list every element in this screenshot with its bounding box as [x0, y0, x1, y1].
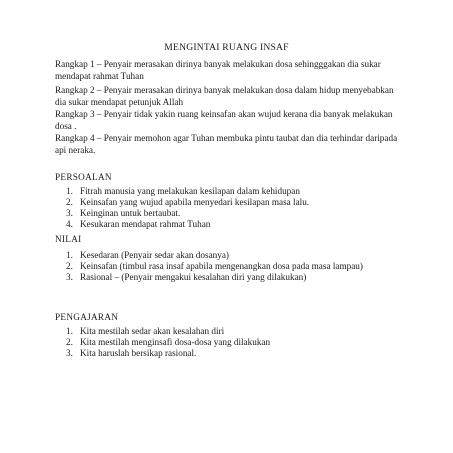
list-item-text: Fitrah manusia yang melakukan kesilapan dalam kehidupan: [80, 186, 300, 196]
list-number: 1.: [66, 250, 73, 260]
list-number: 2.: [66, 261, 73, 271]
list-item-text: Kita haruslah bersikap rasional.: [80, 348, 197, 358]
list-item-text: Kesukaran mendapat rahmat Tuhan: [80, 219, 211, 229]
list-item: [55, 326, 400, 337]
list-number: 1.: [66, 326, 73, 336]
rangkap-4-paragraph: Rangkap 4 – Penyair memohon agar Tuhan membuka pintu taubat dan dia terhindar daripada api neraka.: [55, 133, 398, 155]
list-number: 2.: [66, 337, 73, 347]
list-item: [55, 250, 400, 261]
list-item-text: Rasional – (Penyair mengakui kesalahan diri yang dilakukan): [80, 272, 307, 282]
list-item-text: Kita mestilah sedar akan kesalahan diri: [80, 326, 225, 336]
list-item: [55, 208, 400, 219]
list-item-text: Kita mestilah menginsafi dosa-dosa yang dilakukan: [80, 337, 271, 347]
list-number: 2.: [66, 197, 73, 207]
list-item: [55, 337, 400, 348]
rangkap-3-paragraph: Rangkap 3 – Penyair tidak yakin ruang keinsafan akan wujud kerana dia banyak melakukan dosa .: [55, 109, 393, 131]
pengajaran-heading: PENGAJARAN: [55, 312, 119, 322]
list-number: 3.: [66, 348, 73, 358]
list-item-text: Keinginan untuk bertaubat.: [80, 208, 181, 218]
list-item: [55, 219, 400, 230]
list-number: 3.: [66, 272, 73, 282]
list-item: [55, 261, 400, 272]
list-item: [55, 186, 400, 197]
document-title: MENGINTAI RUANG INSAF: [164, 42, 289, 53]
pengajaran-list: [55, 326, 400, 359]
list-item-text: Keinsafan yang wujud apabila menyedari kesilapan masa lalu.: [80, 197, 310, 207]
list-number: 1.: [66, 186, 73, 196]
list-item: [55, 272, 400, 283]
list-item-text: Kesedaran (Penyair sedar akan dosanya): [80, 250, 229, 260]
rangkap-1-paragraph: Rangkap 1 – Penyair merasakan dirinya banyak melakukan dosa sehingggakan dia sukar mendapat rahmat Tuhan: [55, 59, 381, 81]
list-item: [55, 348, 400, 359]
rangkap-2-paragraph: Rangkap 2 – Penyair merasakan dirinya banyak melakukan dosa dalam hidup menyebabkan dia sukar mendapat petunjuk Allah: [55, 85, 394, 107]
persoalan-list: [55, 186, 400, 230]
list-number: 3.: [66, 208, 73, 218]
nilai-heading: NILAI: [55, 234, 82, 244]
list-number: 4.: [66, 219, 73, 229]
persoalan-heading: PERSOALAN: [55, 172, 112, 182]
list-item: [55, 197, 400, 208]
nilai-list: [55, 250, 400, 283]
list-item-text: Keinsafan (timbul rasa insaf apabila mengenangkan dosa pada masa lampau): [80, 261, 363, 271]
